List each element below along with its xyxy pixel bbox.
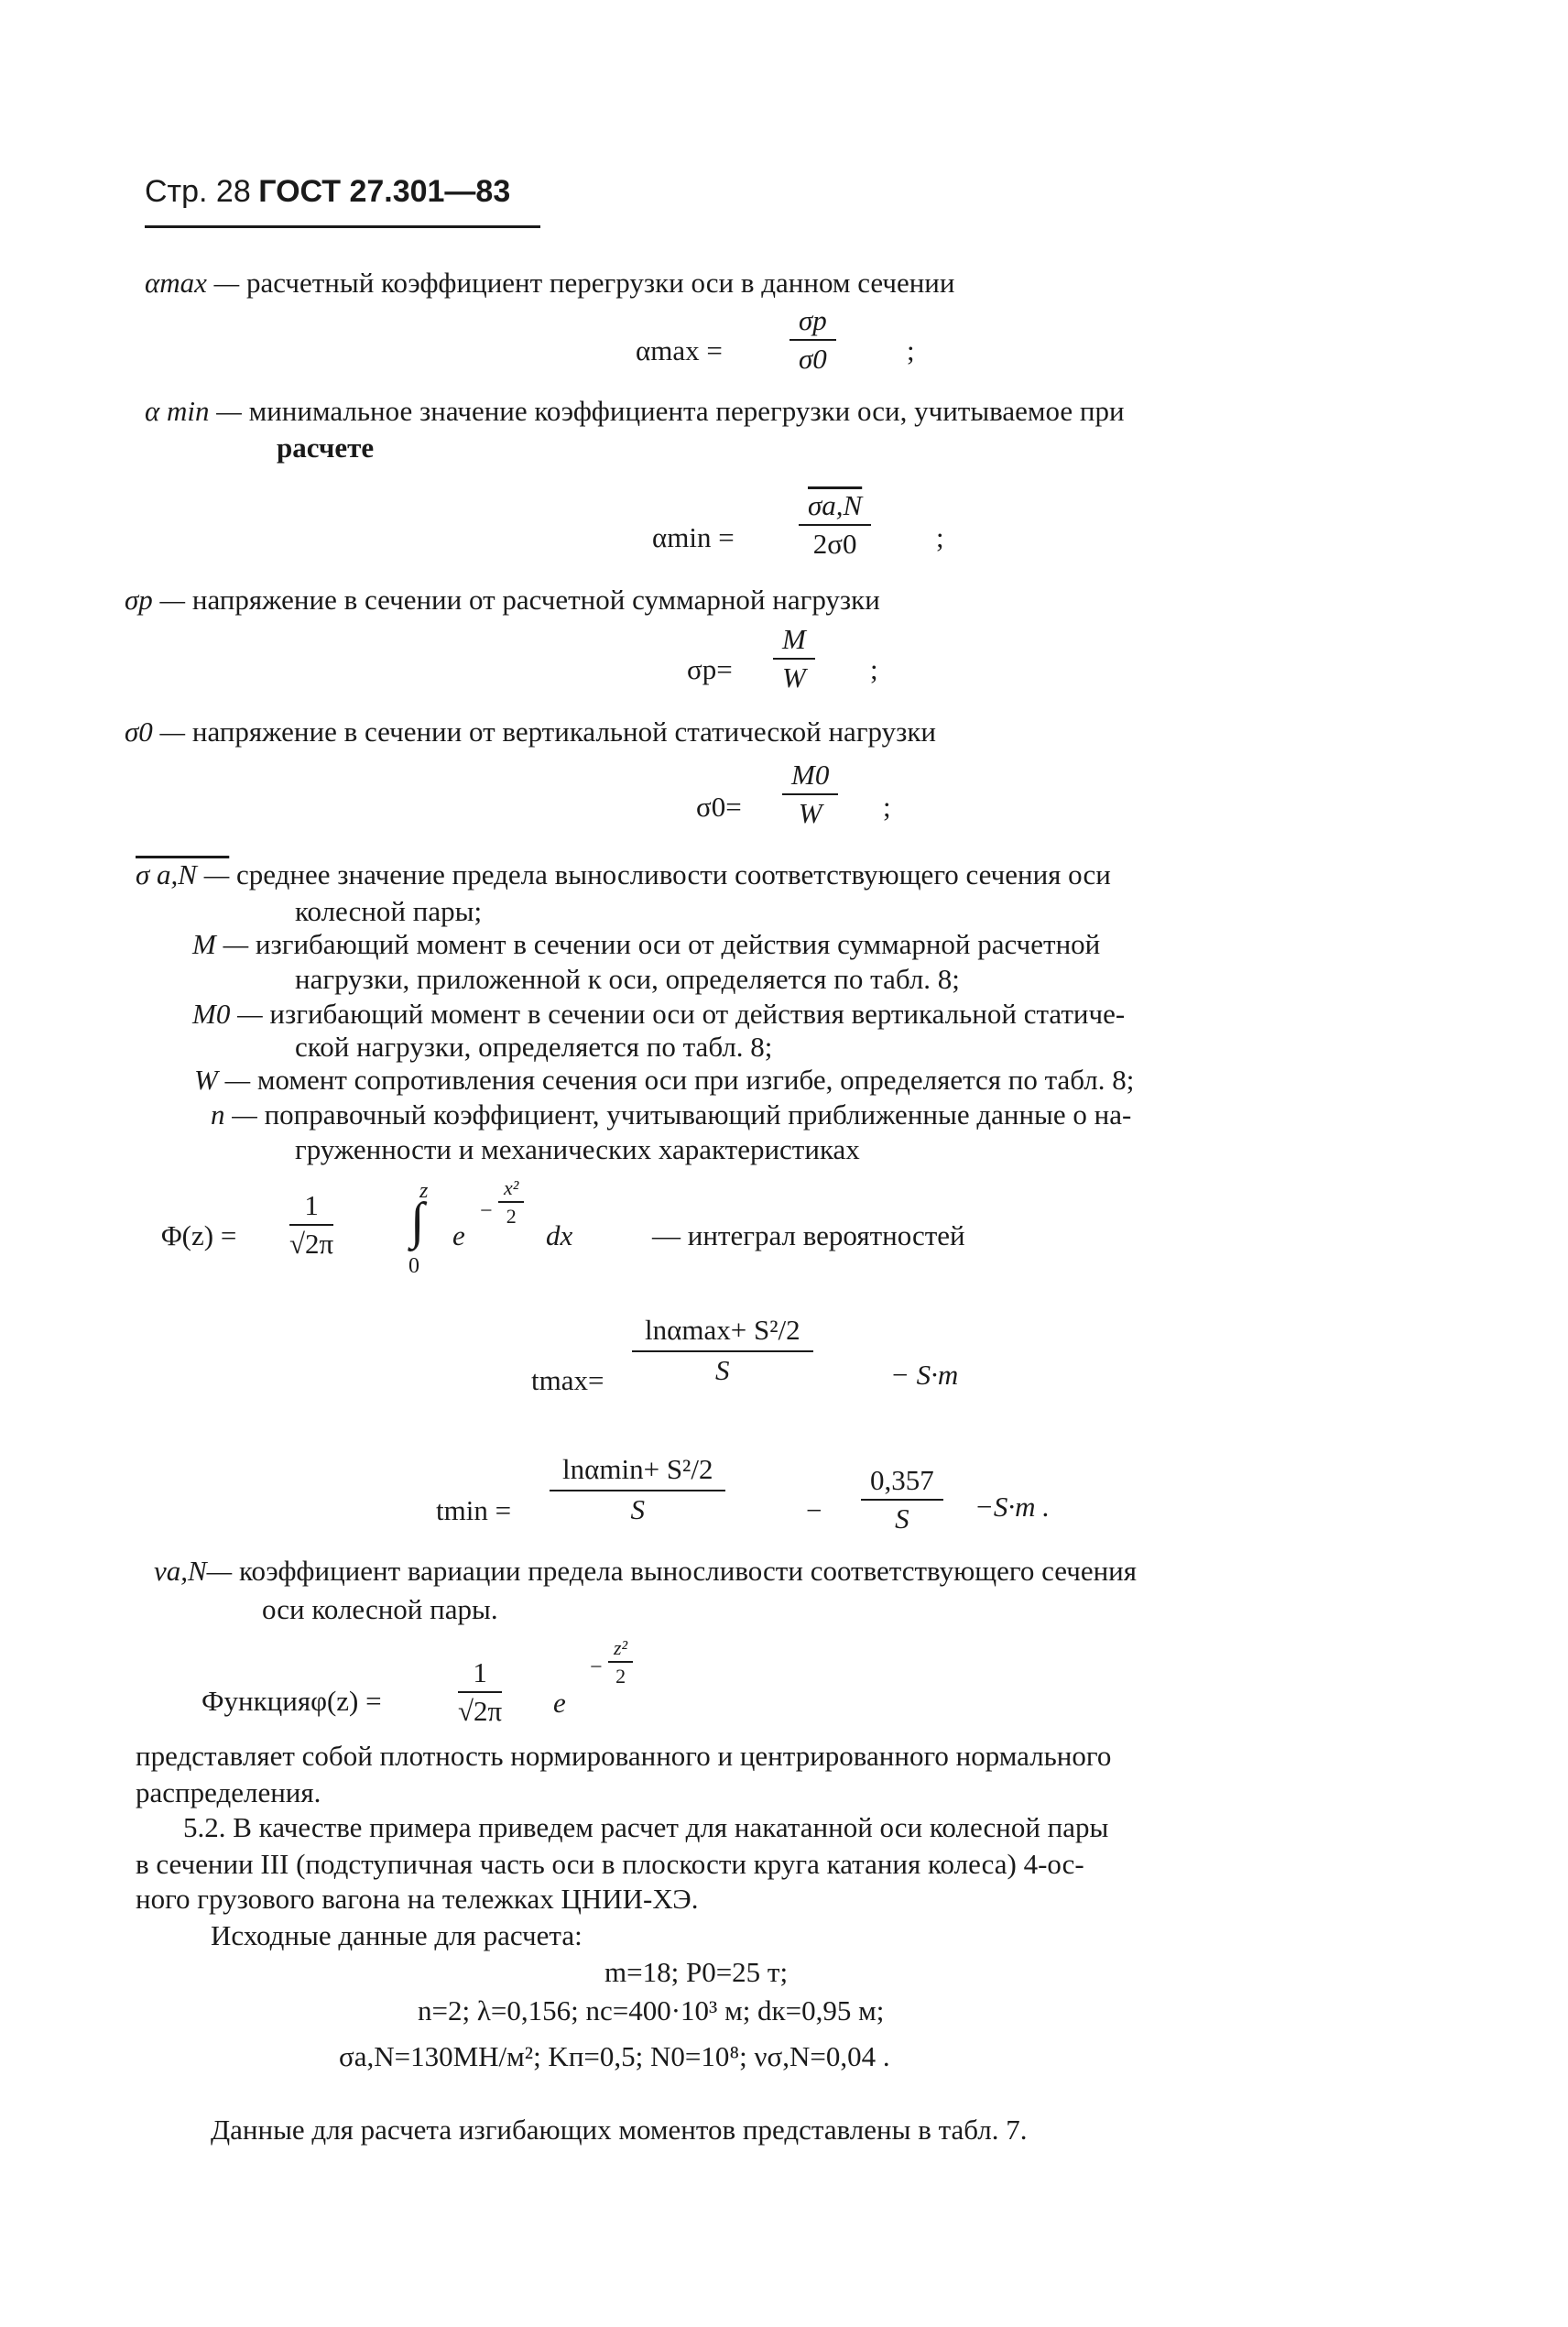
sigma-0-symbol: σ0 — [125,716,186,748]
sigma-0-fraction [782,759,838,830]
data-line-1: m=18; P0=25 т; [604,1956,789,1988]
alpha-min-end: ; [936,521,944,553]
sigma-0-den: W [798,797,822,829]
phi-exp [608,1636,633,1688]
def-alpha-max [145,266,955,300]
sigma-p-num: M [773,623,815,660]
phi-body: e [553,1687,566,1719]
sigma-0-text: напряжение в сечении от вертикальной статической нагрузки [191,716,937,748]
integral-label: — интеграл вероятностей [652,1219,965,1251]
paragraph-2-line2: в сечении III (подступичная часть оси в плоскости круга катания колеса) 4-ос- [136,1848,1084,1880]
integral-upper: z [419,1179,429,1203]
integral-lower: 0 [408,1254,419,1278]
integral-exp-den: 2 [506,1205,517,1228]
alpha-max-lhs: αmax = [636,334,723,366]
tmax-tail: − S·m [890,1359,959,1391]
tmin-fraction [550,1453,725,1526]
paragraph-1-line1: представляет собой плотность нормированного и центрированного нормального [136,1740,1112,1772]
integral-dx: dx [546,1219,573,1251]
integral-coef-num: 1 [289,1189,333,1226]
phi-lhs: Функцияφ(z) = [201,1685,382,1717]
m-line1: изгибающий момент в сечении оси от действия суммарной расчетной [255,928,1101,960]
sigma-p-fraction [773,623,815,694]
def-sigma-0 [125,715,936,748]
paragraph-2-line3: ного грузового вагона на тележках ЦНИИ-ХЭ. [136,1883,699,1915]
def-n [211,1098,1131,1131]
n-line2: груженности и механических характеристиках [295,1133,860,1165]
tmax-num: lnαmax+ S²/2 [632,1314,813,1352]
alpha-max-den: σ0 [799,343,827,375]
tmax-lhs: tmax= [531,1364,604,1396]
alpha-min-fraction [799,489,871,561]
phi-coef-num: 1 [458,1656,502,1693]
tmax-den: S [715,1354,730,1386]
paragraph-4: Данные для расчета изгибающих моментов представлены в табл. 7. [211,2114,1028,2146]
w-symbol: W — [194,1064,251,1096]
m-line2: нагрузки, приложенной к оси, определяется по табл. 8; [295,963,960,995]
m-symbol: M — [192,928,249,960]
n-line1: поправочный коэффициент, учитывающий приближенные данные о на- [264,1098,1132,1131]
alpha-min-symbol: α min — [145,395,242,427]
n-symbol: n — [211,1098,257,1131]
sigma-0-end: ; [883,791,891,823]
nu-line2: оси колесной пары. [262,1593,498,1625]
tmin-mid-den: S [895,1502,909,1535]
integral-exp-minus: − [480,1199,493,1223]
alpha-min-text: минимальное значение коэффициента перегрузки оси, учитываемое при [248,395,1125,427]
phi-exp-minus: − [590,1655,603,1679]
alpha-max-text: расчетный коэффициент перегрузки оси в данном сечении [245,267,955,299]
integral-coef-den: √2π [289,1228,334,1260]
m0-line2: ской нагрузки, определяется по табл. 8; [295,1031,773,1063]
def-alpha-min [145,394,1125,428]
alpha-min-lhs: αmin = [652,521,735,553]
tmin-mid-num: 0,357 [861,1464,943,1501]
tmin-lhs: tmin = [436,1494,512,1526]
integral-sign-icon: ∫ [410,1193,425,1250]
data-line-3: σa,N=130МН/м²; Kп=0,5; N0=10⁸; νσ,N=0,04 . [339,2040,890,2072]
sigma-p-end: ; [870,653,878,685]
integral-exp-num: x² [498,1176,524,1203]
alpha-max-symbol: αmax — [145,267,240,299]
integral-body: e [452,1219,465,1251]
def-sigma-p [125,583,880,617]
integral-exp [498,1176,524,1229]
m0-line1: изгибающий момент в сечении оси от действия вертикальной статиче- [269,998,1126,1030]
page-number: Стр. 28 [145,174,251,209]
sigma-an-symbol: σ a,N — [136,858,230,890]
header-rule [145,225,540,228]
alpha-min-den: 2σ0 [812,528,857,560]
sigma-an-line1: среднее значение предела выносливости соответствующего сечения оси [236,858,1111,890]
sigma-0-lhs: σ0= [696,791,742,823]
tmax-fraction [632,1314,813,1387]
data-line-2: n=2; λ=0,156; nc=400·10³ м; dк=0,95 м; [418,1994,885,2027]
tmin-minus: − [806,1494,822,1526]
paragraph-1-line2: распределения. [136,1776,321,1808]
sigma-0-num: M0 [782,759,838,795]
phi-coef [458,1656,502,1728]
nu-symbol: νa,N— [154,1555,233,1587]
sigma-p-den: W [782,661,806,694]
alpha-max-fraction [789,304,836,376]
sigma-p-symbol: σp — [125,584,186,616]
integral-coef [289,1189,333,1261]
paragraph-3: Исходные данные для расчета: [211,1919,583,1951]
alpha-min-num: σa,N [799,489,871,526]
integral-lhs: Φ(z) = [161,1219,237,1251]
def-m0 [192,997,1125,1031]
tmin-num: lnαmin+ S²/2 [550,1453,725,1491]
sigma-p-lhs: σp= [687,653,733,685]
w-line1: момент сопротивления сечения оси при изгибе, определяется по табл. 8; [256,1064,1135,1096]
def-sigma-an [136,858,1111,891]
phi-coef-den: √2π [458,1695,503,1727]
paragraph-2-line1: 5.2. В качестве примера приведем расчет для накатанной оси колесной пары [183,1811,1109,1843]
alpha-min-text-2: расчете [277,432,375,464]
m0-symbol: M0 — [192,998,263,1030]
def-m [192,927,1100,961]
def-w [194,1063,1134,1097]
sigma-an-line2: колесной пары; [295,895,483,927]
def-nu [154,1554,1137,1588]
phi-exp-den: 2 [615,1665,626,1688]
tmin-den: S [630,1493,645,1525]
tmin-tail: −S·m . [975,1491,1051,1523]
alpha-max-num: σp [789,304,836,341]
nu-line1: коэффициент вариации предела выносливости соответствующего сечения [239,1555,1138,1587]
page-header [145,174,510,210]
sigma-p-text: напряжение в сечении от расчетной суммарной нагрузки [191,584,880,616]
standard-code: ГОСТ 27.301—83 [258,174,511,209]
tmin-mid-fraction [861,1464,943,1535]
phi-exp-num: z² [608,1636,633,1663]
alpha-max-end: ; [907,334,915,366]
